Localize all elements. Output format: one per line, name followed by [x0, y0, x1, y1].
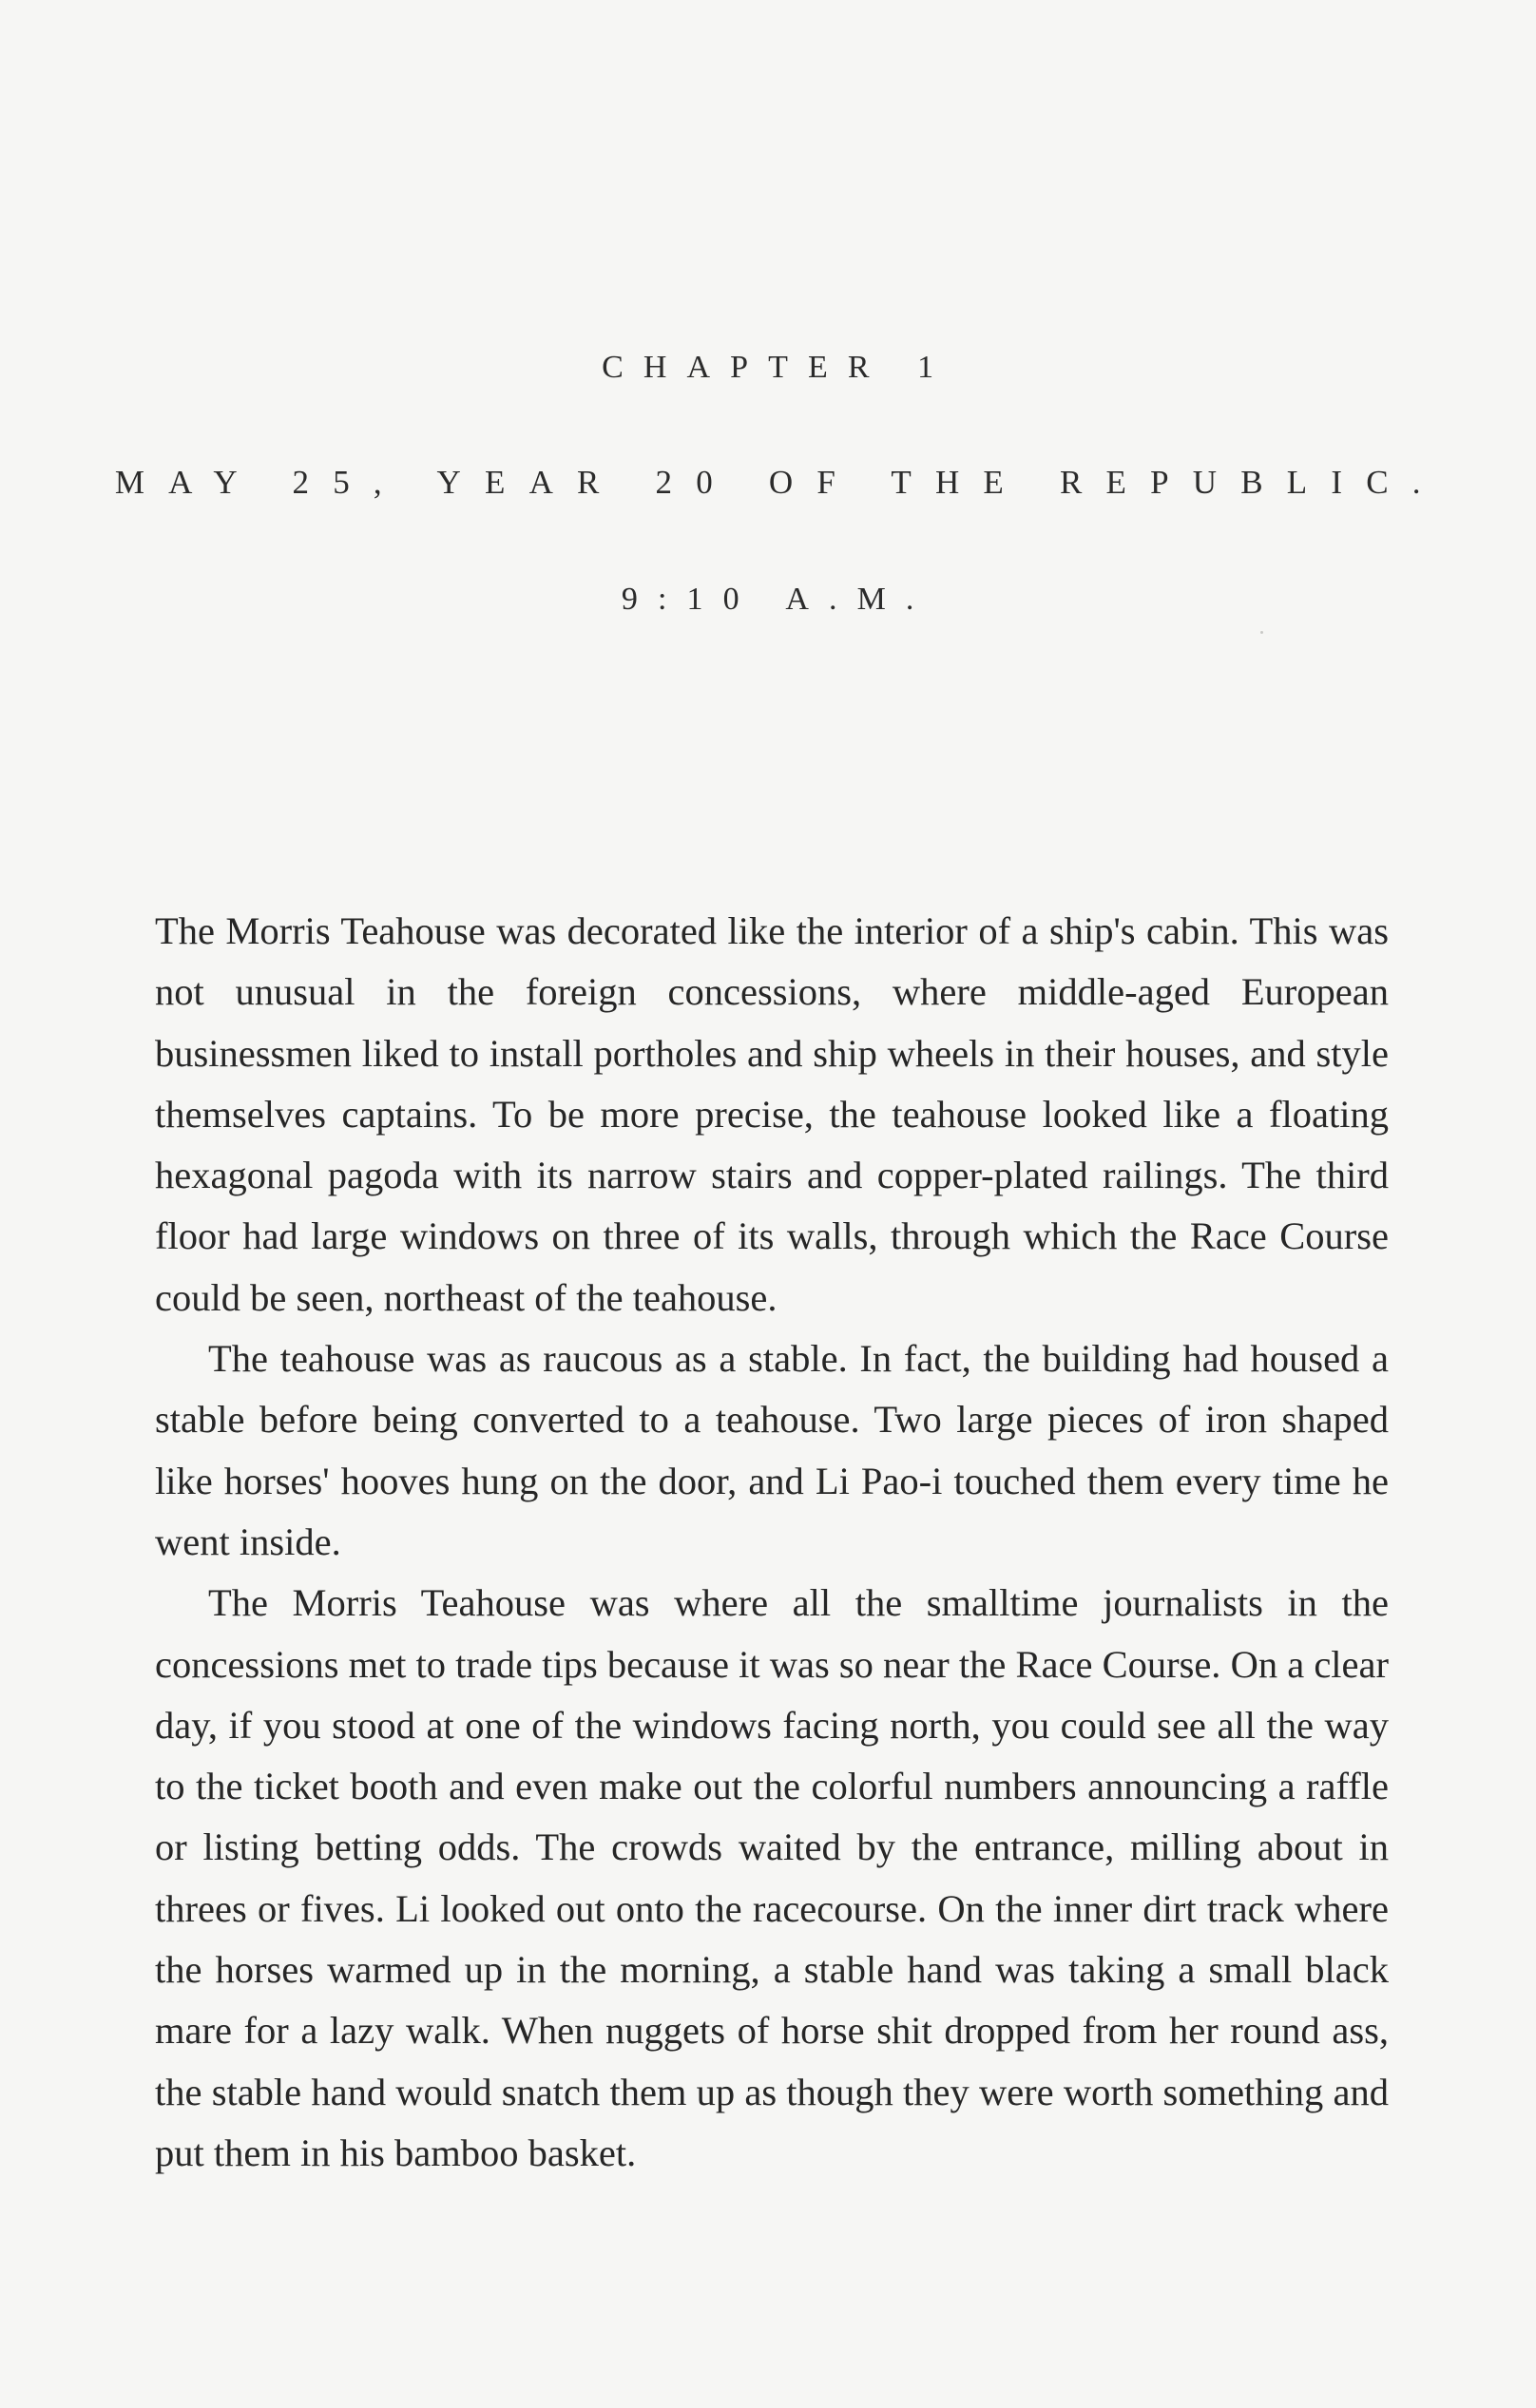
paragraph-3: The Morris Teahouse was where all the smalltime journalists in the concessions met to trade tips because it was so near the Race Course. On a clear day, if you stood at one of the windows facing north, you could see all the way to the ticket booth and even make out the colorful numbers announcing a raffle or listing betting odds. The crowds waited by the entrance, milling about in threes or fives. Li looked out onto the racecourse. On the inner dirt track where the horses warmed up in the morning, a stable hand was taking a small black mare for a lazy walk. When nuggets of horse shit dropped from her round ass, the stable hand would snatch them up as though they were worth something and put them in his bamboo basket.: [155, 1581, 1389, 2174]
chapter-body: [155, 901, 1389, 2184]
paragraph-1: The Morris Teahouse was decorated like the interior of a ship's cabin. This was not unusual in the foreign concessions, where middle-aged European businessmen liked to install portholes and ship wheels in their houses, and style themselves captains. To be more precise, the teahouse looked like a floating hexagonal pagoda with its narrow stairs and copper-plated railings. The third floor had large windows on three of its walls, through which the Race Course could be seen, northeast of the teahouse.: [155, 909, 1389, 1319]
chapter-date-line: MAY 25, YEAR 20 OF THE REPUBLIC.: [114, 464, 1445, 501]
paragraph-2: The teahouse was as raucous as a stable. In fact, the building had housed a stable before being converted to a teahouse. Two large pieces of iron shaped like horses' hooves hung on the door, and Li Pao-i touched them every time he went inside.: [155, 1337, 1389, 1563]
scan-speck: [1260, 631, 1263, 634]
chapter-time-line: 9:10 A.M.: [621, 582, 934, 617]
chapter-title: CHAPTER 1: [602, 350, 954, 385]
